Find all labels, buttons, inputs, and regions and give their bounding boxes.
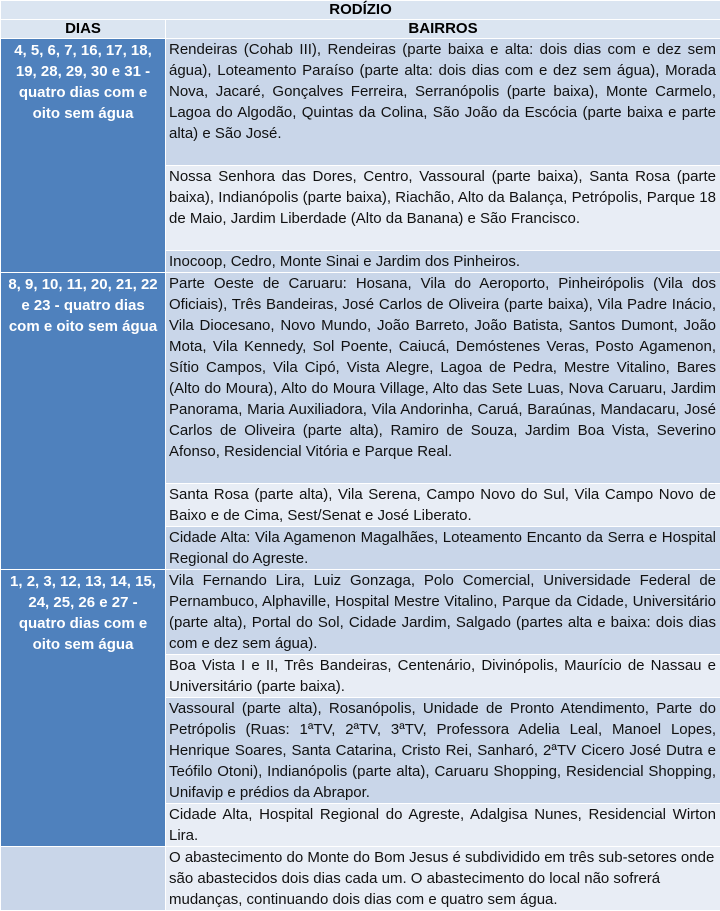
header-dias: DIAS: [1, 20, 166, 39]
bairros-cell: Nossa Senhora das Dores, Centro, Vassoural (parte baixa), Santa Rosa (parte baixa), Indianópolis (parte baixa), Riachão, Alto da Balança, Petrópolis, Parque 18 de Maio, Jardim Liberdade (Alto da Banana) e São Francisco.: [166, 166, 720, 251]
bairros-cell: Santa Rosa (parte alta), Vila Serena, Campo Novo do Sul, Vila Campo Novo de Baixo e de Cima, Sest/Senat e José Liberato.: [166, 484, 720, 527]
dias-cell: 4, 5, 6, 7, 16, 17, 18, 19, 28, 29, 30 e 31 - quatro dias com e oito sem água: [1, 39, 166, 273]
header-bairros: BAIRROS: [166, 20, 720, 39]
bairros-cell: Cidade Alta: Vila Agamenon Magalhães, Loteamento Encanto da Serra e Hospital Regional do Agreste.: [166, 527, 720, 570]
bairros-cell: Inocoop, Cedro, Monte Sinai e Jardim dos Pinheiros.: [166, 251, 720, 273]
empty-cell: [1, 847, 166, 911]
note-cell: O abastecimento do Monte do Bom Jesus é subdividido em três sub-setores onde são abastecidos dois dias cada um. O abastecimento do local não sofrerá mudanças, continuando dois dias com e quatro sem água.: [166, 847, 720, 911]
bairros-cell: Vila Fernando Lira, Luiz Gonzaga, Polo Comercial, Universidade Federal de Pernambuco, Alphaville, Hospital Mestre Vitalino, Parque da Cidade, Universitário (parte alta), Portal do Sol, Cidade Jardim, Salgado (partes alta e baixa: dois dias com e dez sem água).: [166, 570, 720, 655]
table-title: RODÍZIO: [1, 1, 720, 20]
dias-cell: 8, 9, 10, 11, 20, 21, 22 e 23 - quatro dias com e oito sem água: [1, 273, 166, 570]
bairros-cell: Parte Oeste de Caruaru: Hosana, Vila do Aeroporto, Pinheirópolis (Vila dos Oficiais), Três Bandeiras, José Carlos de Oliveira (parte baixa), Vila Padre Inácio, Vila Diocesano, Novo Mundo, João Barreto, João Batista, Santos Dumont, João Mota, Vila Kennedy, Sol Poente, Caiucá, Demóstenes Veras, Posto Agamenon, Sítio Campos, Vila Cipó, Vista Alegre, Lagoa de Pedra, Mestre Vitalino, Bares (Alto do Moura), Alto do Moura Village, Alto das Sete Luas, Nova Caruaru, Jardim Panorama, Maria Auxiliadora, Vila Andorinha, Caruá, Baraúnas, Mandacaru, José Carlos de Oliveira (parte alta), Ramiro de Souza, Jardim Boa Vista, Severino Afonso, Residencial Vitória e Parque Real.: [166, 273, 720, 484]
bairros-cell: Boa Vista I e II, Três Bandeiras, Centenário, Divinópolis, Maurício de Nassau e Universitário (parte baixa).: [166, 655, 720, 698]
bairros-cell: Cidade Alta, Hospital Regional do Agreste, Adalgisa Nunes, Residencial Wirton Lira.: [166, 804, 720, 847]
bairros-cell: Rendeiras (Cohab III), Rendeiras (parte baixa e alta: dois dias com e dez sem água), Loteamento Paraíso (parte alta: dois dias com e dez sem água), Morada Nova, Jacaré, Gonçalves Ferreira, Serranópolis (parte baixa), Monte Carmelo, Lagoa do Algodão, Quintas da Colina, São João da Escócia (parte baixa e parte alta) e São José.: [166, 39, 720, 166]
dias-cell: 1, 2, 3, 12, 13, 14, 15, 24, 25, 26 e 27 - quatro dias com e oito sem água: [1, 570, 166, 847]
bairros-cell: Vassoural (parte alta), Rosanópolis, Unidade de Pronto Atendimento, Parte do Petrópolis (Ruas: 1ªTV, 2ªTV, 3ªTV, Professora Adelia Leal, Manoel Lopes, Henrique Soares, Santa Catarina, Cristo Rei, Sanharó, 2ªTV Cicero José Dutra e Teófilo Otoni), Indianópolis (parte alta), Caruaru Shopping, Residencial Shopping, Unifavip e prédios da Abrapor.: [166, 698, 720, 804]
